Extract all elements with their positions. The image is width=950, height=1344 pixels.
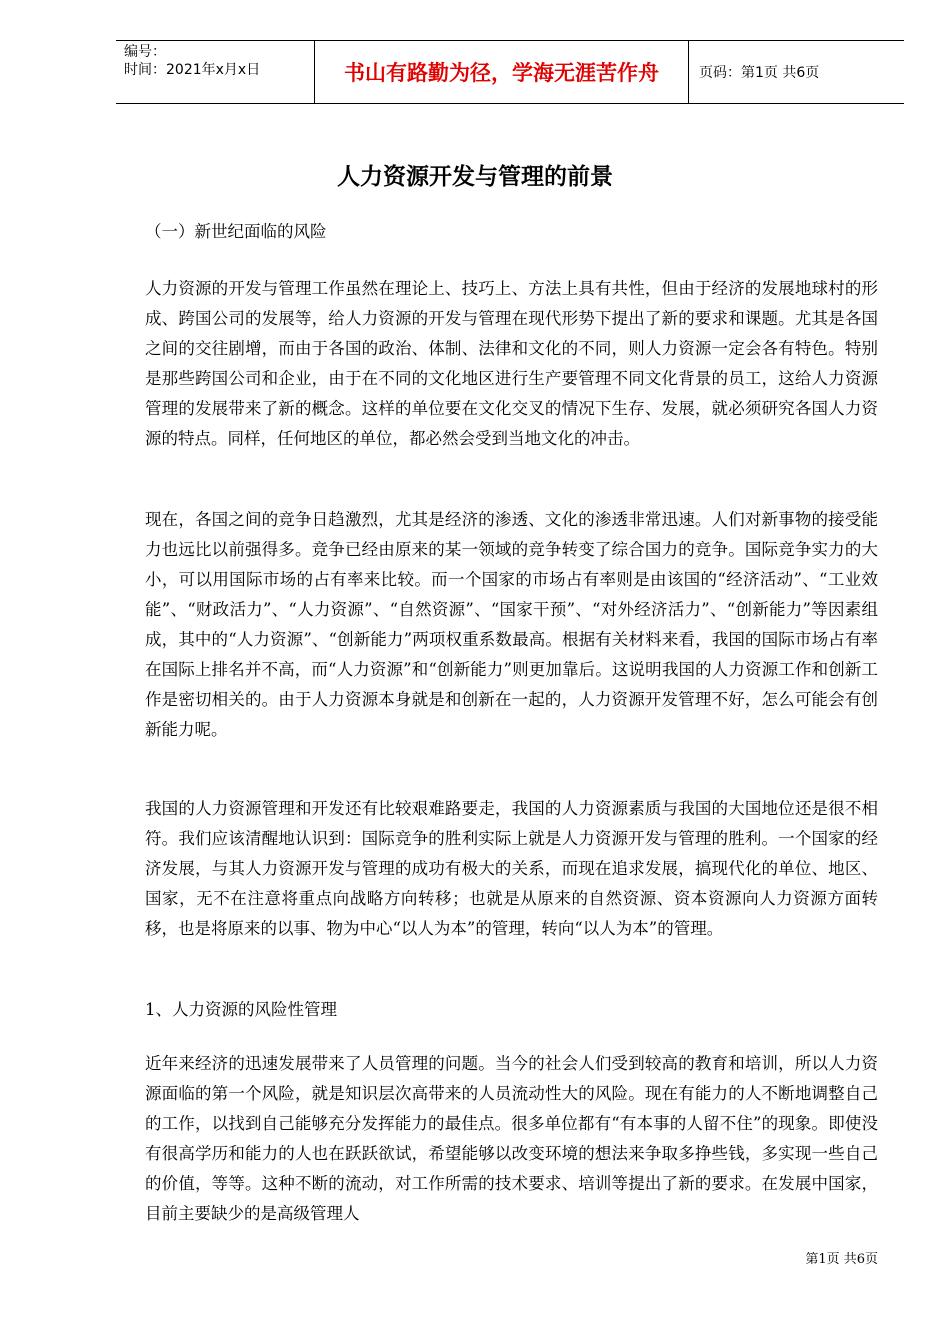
time-label: 时间：2021年x月x日 [124,62,261,78]
section-heading-risk-management: 1、人力资源的风险性管理 [145,1000,337,1019]
paragraph-1: 人力资源的开发与管理工作虽然在理论上、技巧上、方法上具有共性，但由于经济的发展地球村的形成、跨国公司的发展等，给人力资源的开发与管理在现代形势下提出了新的要求和课题。尤其是各国之间的交往剧增，而由于各国的政治、体制、法律和文化的不同，则人力资源一定会各有特色。特别是那些跨国公司和企业，由于在不同的文化地区进行生产要管理不同文化背景的员工，这给人力资源管理的发展带来了新的概念。这样的单位要在文化交叉的情况下生存、发展，就必须研究各国人力资源的特点。同样，任何地区的单位，都必然会受到当地文化的冲击。 [145,279,878,448]
header-meta [116,41,315,103]
paragraph-3: 我国的人力资源管理和开发还有比较艰难路要走，我国的人力资源素质与我国的大国地位还是很不相符。我们应该清醒地认识到：国际竞争的胜利实际上就是人力资源开发与管理的胜利。一个国家的经济发展，与其人力资源开发与管理的成功有极大的关系，而现在追求发展，搞现代化的单位、地区、国家，无不在注意将重点向战略方向转移；也就是从原来的自然资源、资本资源向人力资源方面转移，也是将原来的以事、物为中心“以人为本”的管理，转向“以人为本”的管理。 [145,799,878,938]
header-page-info: 页码：第1页 共6页 [699,65,820,81]
serial-label: 编号： [124,44,166,60]
page-header [116,40,904,104]
paragraph-2: 现在，各国之间的竞争日趋激烈，尤其是经济的渗透、文化的渗透非常迅速。人们对新事物的接受能力也远比以前强得多。竞争已经由原来的某一领域的竞争转变了综合国力的竞争。国际竞争实力的大小，可以用国际市场的占有率来比较。而一个国家的市场占有率则是由该国的“经济活动”、“工业效能”、“财政活力”、“人力资源”、“自然资源”、“国家干预”、“对外经济活力”、“创新能力”等因素组成，其中的“人力资源”、“创新能力”两项权重系数最高。根据有关材料来看，我国的国际市场占有率在国际上排名并不高，而“人力资源”和“创新能力”则更加靠后。这说明我国的人力资源工作和创新工作是密切相关的。由于人力资源本身就是和创新在一起的，人力资源开发管理不好，怎么可能会有创新能力呢。 [145,510,878,739]
section-heading-risks: （一）新世纪面临的风险 [145,222,327,241]
paragraph-4: 近年来经济的迅速发展带来了人员管理的问题。当今的社会人们受到较高的教育和培训，所以人力资源面临的第一个风险，就是知识层次高带来的人员流动性大的风险。现在有能力的人不断地调整自己的工作，以找到自己能够充分发挥能力的最佳点。很多单位都有“有本事的人留不住”的现象。即使没有很高学历和能力的人也在跃跃欲试，希望能够以改变环境的想法来争取多挣些钱，多实现一些自己的价值，等等。这种不断的流动，对工作所需的技术要求、培训等提出了新的要求。在发展中国家，目前主要缺少的是高级管理人 [145,1054,878,1223]
page-footer: 第1页 共6页 [805,1252,878,1267]
header-motto: 书山有路勤为径，学海无涯苦作舟 [315,41,689,103]
document-title: 人力资源开发与管理的前景 [337,164,613,190]
